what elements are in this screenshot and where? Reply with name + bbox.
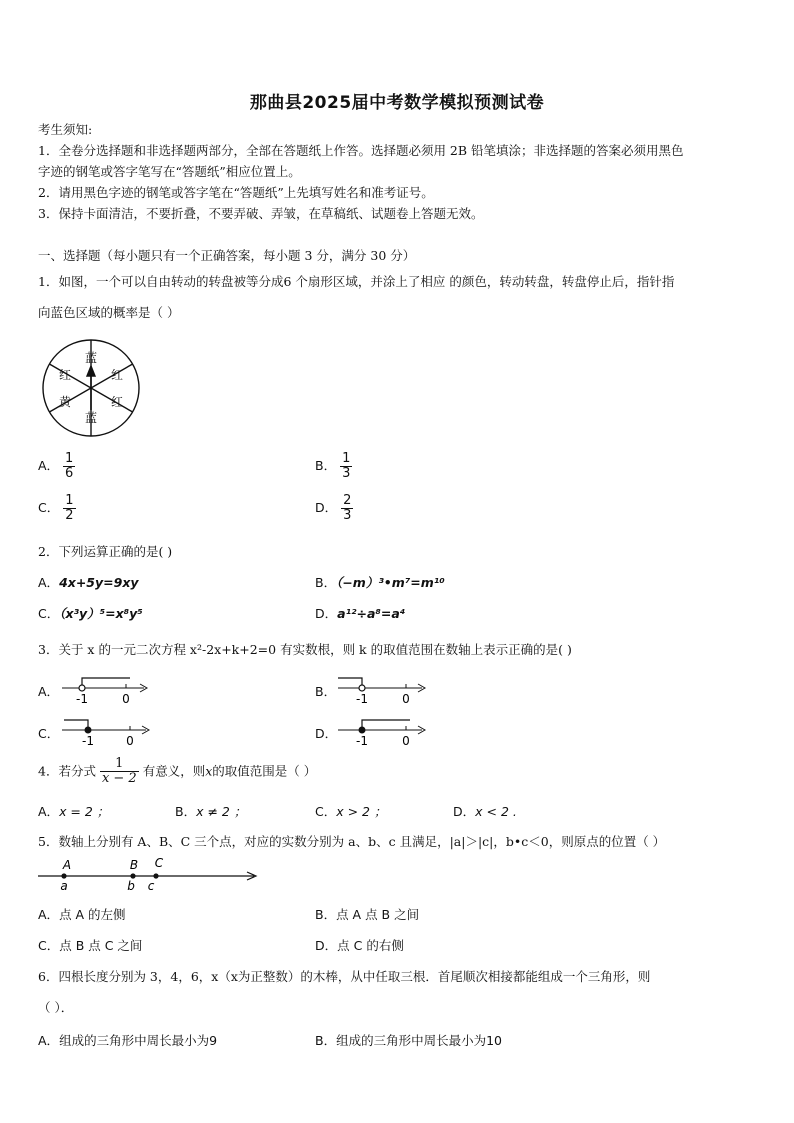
spinner-wheel-figure <box>40 338 145 438</box>
q3-option-a-number-line[interactable] <box>60 672 150 708</box>
q6-option-a[interactable]: A．组成的三角形中周长最小为9 <box>38 1033 218 1048</box>
q3-stem: 3．关于 x 的一元二次方程 x²-2x+k+2=0 有实数根，则 k 的取值范围在数轴上表示正确的是( ) <box>38 642 572 657</box>
point-label-c-upper: C <box>154 856 164 870</box>
wheel-sector-bottom: 蓝 <box>84 411 98 425</box>
tick-label-neg-one: -1 <box>82 734 94 748</box>
q1-option-d[interactable]: D． $\frac{2}{3}$ <box>315 493 352 523</box>
tick-label-zero: 0 <box>126 734 134 748</box>
fraction: $\frac{2}{3}$ <box>343 493 352 523</box>
q1-stem-line2: 向蓝色区域的概率是（ ） <box>38 305 180 320</box>
pointer-arrow-icon <box>87 366 95 376</box>
point-a-dot <box>61 873 66 878</box>
q3-option-d-number-line[interactable] <box>336 713 428 749</box>
notice-heading: 考生须知: <box>38 122 93 137</box>
q4-option-c[interactable]: C．x > 2 ； <box>315 804 387 819</box>
q1-option-c[interactable]: C． $\frac{1}{2}$ <box>38 493 74 523</box>
q6-stem-line1: 6．四根长度分别为 3，4，6，x（x为正整数）的木棒，从中任取三根．首尾顺次相接都能组成一个三角形，则 <box>38 969 651 984</box>
wheel-sector-lower-right: 红 <box>110 395 124 409</box>
solution-ray <box>82 678 130 686</box>
point-label-b-upper: B <box>129 858 139 872</box>
q3-option-c-label[interactable]: C． <box>38 726 60 741</box>
tick-label-neg-one: -1 <box>356 734 368 748</box>
q1-option-b[interactable]: B． $\frac{1}{3}$ <box>315 451 351 481</box>
notice-line-3: 2．请用黑色字迹的钢笔或答字笔在“答题纸”上先填写姓名和准考证号。 <box>38 185 434 200</box>
tick-label-zero: 0 <box>402 734 410 748</box>
point-b-dot <box>130 873 135 878</box>
closed-endpoint <box>85 727 91 733</box>
tick-label-zero: 0 <box>122 692 130 706</box>
q5-option-c[interactable]: C．点 B 点 C 之间 <box>38 938 143 953</box>
q3-option-b-number-line[interactable] <box>336 672 428 708</box>
tick-label-zero: 0 <box>402 692 410 706</box>
q2-stem: 2．下列运算正确的是( ) <box>38 544 173 559</box>
q4-option-d[interactable]: D．x < 2 . <box>453 804 517 819</box>
q3-option-c-number-line[interactable] <box>60 713 152 749</box>
page-title: 那曲县2025届中考数学模拟预测试卷 <box>249 93 545 113</box>
point-label-b-lower: b <box>127 879 135 893</box>
wheel-sector-upper-right: 红 <box>110 368 124 382</box>
q6-option-b[interactable]: B．组成的三角形中周长最小为10 <box>315 1033 502 1048</box>
q3-option-a-label[interactable]: A． <box>38 684 60 699</box>
fraction: $\frac{1}{6}$ <box>65 451 74 481</box>
wheel-sector-upper-left: 红 <box>58 368 72 382</box>
notice-line-4: 3．保持卡面清洁，不要折叠，不要弄破、弄皱，在草稿纸、试题卷上答题无效。 <box>38 206 484 221</box>
q4-fraction: $\frac{1}{x - 2}$ <box>101 756 137 786</box>
point-label-a-upper: A <box>62 858 72 872</box>
q1-stem-line1: 1．如图，一个可以自由转动的转盘被等分成6 个扇形区域，并涂上了相应 的颜色，转动转盘，转盘停止后，指针指 <box>38 274 675 289</box>
q3-option-d-label[interactable]: D． <box>315 726 338 741</box>
point-label-c-lower: c <box>147 879 155 893</box>
tick-label-neg-one: -1 <box>76 692 88 706</box>
open-endpoint <box>79 685 85 691</box>
q3-option-b-label[interactable]: B． <box>315 684 337 699</box>
q2-option-a[interactable]: A．4x+5y=9xy <box>38 575 139 590</box>
q2-option-d[interactable]: D．a¹²÷a⁸=a⁴ <box>315 606 406 621</box>
q5-option-d[interactable]: D．点 C 的右侧 <box>315 938 404 953</box>
fraction: $\frac{1}{3}$ <box>342 451 351 481</box>
notice-line-2: 字迹的钢笔或答字笔写在“答题纸”相应位置上。 <box>38 164 301 179</box>
q5-option-a[interactable]: A．点 A 的左侧 <box>38 907 126 922</box>
q4-option-b[interactable]: B．x ≠ 2 ； <box>175 804 247 819</box>
closed-endpoint <box>359 727 365 733</box>
open-endpoint <box>359 685 365 691</box>
wheel-sector-lower-left: 黄 <box>58 395 72 409</box>
point-c-dot <box>153 873 158 878</box>
q5-option-b[interactable]: B．点 A 点 B 之间 <box>315 907 420 922</box>
q5-number-line <box>36 854 262 894</box>
section-heading: 一、选择题（每小题只有一个正确答案，每小题 3 分，满分 30 分） <box>38 248 416 263</box>
q4-option-a[interactable]: A．x = 2 ； <box>38 804 110 819</box>
q6-stem-line2: （ ）． <box>38 1000 74 1015</box>
solution-ray <box>362 720 410 728</box>
q2-option-c[interactable]: C．（x³y）⁵=x⁸y⁵ <box>38 606 143 621</box>
fraction: $\frac{1}{2}$ <box>65 493 74 523</box>
wheel-sector-top: 蓝 <box>84 351 98 365</box>
q1-option-a[interactable]: A． $\frac{1}{6}$ <box>38 451 74 481</box>
q2-option-b[interactable]: B．（−m）³•m⁷=m¹⁰ <box>315 575 445 590</box>
q4-stem: 4．若分式 $\frac{1}{x - 2}$ 有意义，则x的取值范围是（ ） <box>38 756 317 786</box>
solution-ray <box>64 720 88 728</box>
point-label-a-lower: a <box>60 879 68 893</box>
notice-line-1: 1．全卷分选择题和非选择题两部分，全部在答题纸上作答。选择题必须用 2B 铅笔填涂；非选择题的答案必须用黑色 <box>38 143 684 158</box>
tick-label-neg-one: -1 <box>356 692 368 706</box>
q5-stem: 5．数轴上分别有 A、B、C 三个点，对应的实数分别为 a、b、c 且满足，|a|＞|c|，b•c＜0，则原点的位置（ ） <box>38 834 666 849</box>
solution-ray <box>338 678 362 686</box>
